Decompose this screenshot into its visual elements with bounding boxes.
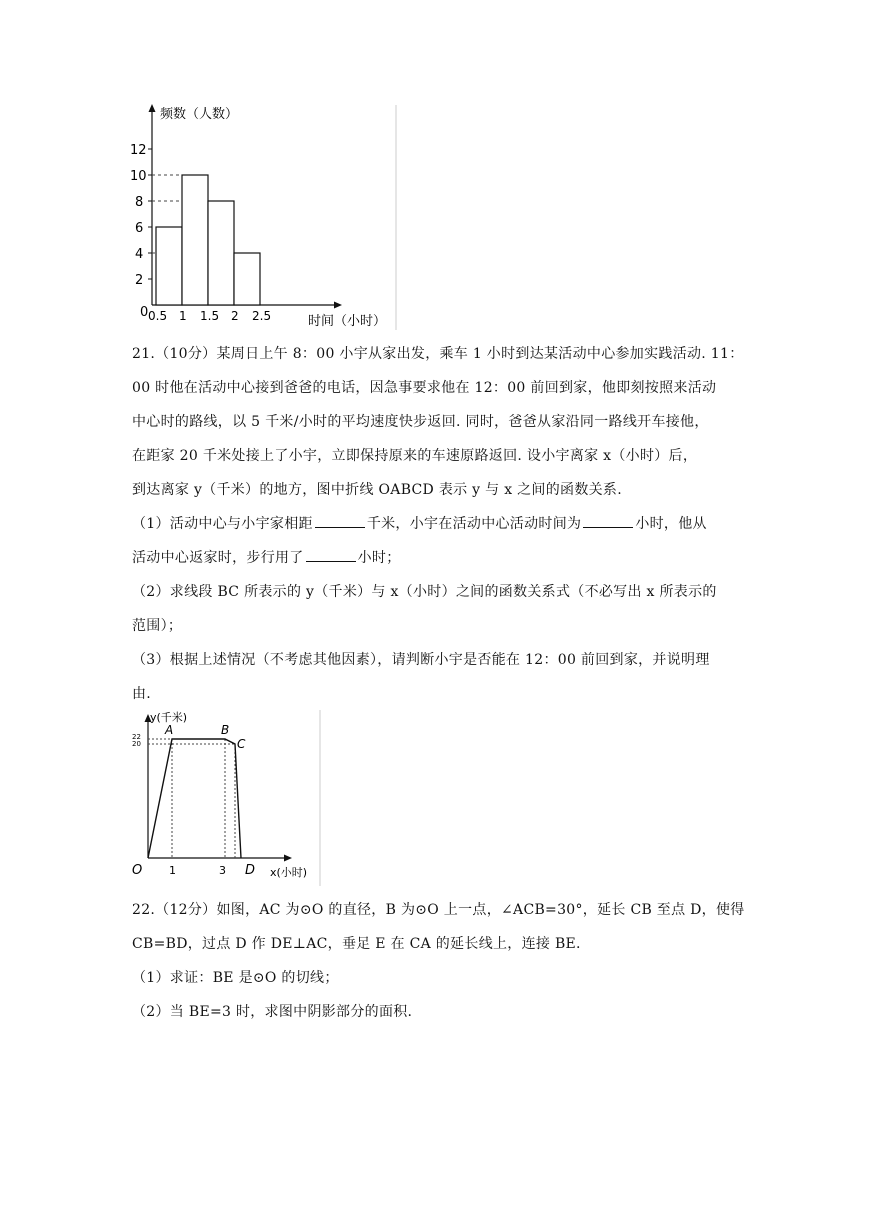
histogram-bar-1.5-2: [208, 201, 234, 305]
q21-part3-line-2: 由.: [132, 686, 152, 702]
histogram-ytick-6: 6: [135, 221, 144, 236]
histogram-ylabel: 频数（人数）: [160, 107, 239, 122]
distance-time-graph: [128, 708, 323, 888]
q21-part1-line-1: [132, 513, 707, 533]
q21-line-2: 00 时他在活动中心接到爸爸的电话，因急事要求他在 12：00 前回到家，他即刻按照来活动: [132, 380, 717, 396]
frequency-histogram: [130, 100, 400, 332]
answer-blank-distance[interactable]: [315, 515, 365, 528]
histogram-x-arrow: [334, 302, 342, 309]
q22-line-2: CB=BD，过点 D 作 DE⊥AC，垂足 E 在 CA 的延长线上，连接 BE.: [132, 936, 581, 952]
answer-blank-walk-time[interactable]: [306, 549, 356, 562]
q21-part1-text-c: 小时，他从: [635, 516, 707, 532]
histogram-xtick-1: 1: [179, 309, 187, 323]
graph-point-c: C: [237, 737, 246, 751]
q21-part1-text-d: 活动中心返家时，步行用了: [132, 550, 304, 566]
histogram-xtick-1.5: 1.5: [200, 309, 220, 323]
graph-point-a: A: [165, 723, 174, 737]
histogram-xtick-2: 2: [231, 309, 239, 323]
graph-xtick-1: 1: [169, 864, 176, 877]
graph-x-arrow: [284, 855, 292, 862]
q21-part1-line-2: [132, 547, 401, 567]
q21-part3-line-1: （3）根据上述情况（不考虑其他因素），请判断小宇是否能在 12：00 前回到家，并说明理: [132, 652, 710, 668]
q21-line-1: 21.（10分）某周日上午 8：00 小宇从家出发，乘车 1 小时到达某活动中心参加实践活动. 11：: [132, 346, 744, 362]
histogram-y-arrow: [149, 104, 156, 112]
graph-point-b: B: [221, 723, 230, 737]
q21-line-5: 到达离家 y（千米）的地方，图中折线 OABCD 表示 y 与 x 之间的函数关系.: [132, 482, 622, 498]
graph-polyline-oabcd: [148, 739, 241, 858]
graph-ytick-20: 20: [132, 740, 141, 748]
q21-part1-text-e: 小时；: [357, 550, 401, 566]
histogram-ytick-0: 0: [140, 305, 149, 320]
q22-line-1: 22.（12分）如图，AC 为⊙O 的直径，B 为⊙O 上一点，∠ACB=30°，延长 CB 至点 D，使得: [132, 902, 745, 918]
histogram-x-ticks: [148, 309, 271, 323]
q21-part2-line-2: 范围）；: [132, 618, 183, 634]
histogram-y-ticks: [130, 143, 152, 320]
graph-xtick-3: 3: [219, 864, 226, 877]
graph-xlabel: x(小时): [270, 866, 308, 879]
q21-part1-text-a: （1）活动中心与小宇家相距: [132, 516, 313, 532]
histogram-bar-2-2.5: [234, 253, 260, 305]
q21-part1-text-b: 千米，小宇在活动中心活动时间为: [366, 516, 582, 532]
histogram-ytick-4: 4: [135, 247, 144, 262]
q22-part2: （2）当 BE=3 时，求图中阴影部分的面积.: [132, 1004, 413, 1020]
histogram-ytick-10: 10: [130, 169, 147, 184]
graph-point-o: O: [132, 863, 143, 878]
q21-line-4: 在距家 20 千米处接上了小宇，立即保持原来的车速原路返回. 设小宇离家 x（小时）后，: [132, 448, 698, 464]
histogram-ytick-8: 8: [135, 195, 144, 210]
q22-part1: （1）求证：BE 是⊙O 的切线；: [132, 970, 339, 986]
histogram-xtick-0.5: 0.5: [148, 309, 168, 323]
histogram-xtick-2.5: 2.5: [252, 309, 272, 323]
answer-blank-activity-time[interactable]: [583, 515, 633, 528]
graph-ylabel: y(千米): [150, 711, 188, 724]
histogram-ytick-2: 2: [135, 273, 144, 288]
histogram-bar-0.5-1: [156, 227, 182, 305]
histogram-bars: [156, 175, 260, 305]
graph-ytick-22: 22: [132, 733, 141, 741]
q21-part2-line-1: （2）求线段 BC 所表示的 y（千米）与 x（小时）之间的函数关系式（不必写出 x 所表示的: [132, 584, 717, 600]
histogram-xlabel: 时间（小时）: [308, 314, 387, 329]
graph-point-d: D: [245, 863, 256, 878]
histogram-ytick-12: 12: [130, 143, 147, 158]
q21-line-3: 中心时的路线，以 5 千米/小时的平均速度快步返回. 同时，爸爸从家沿同一路线开车接他，: [132, 414, 709, 430]
histogram-bar-1-1.5: [182, 175, 208, 305]
